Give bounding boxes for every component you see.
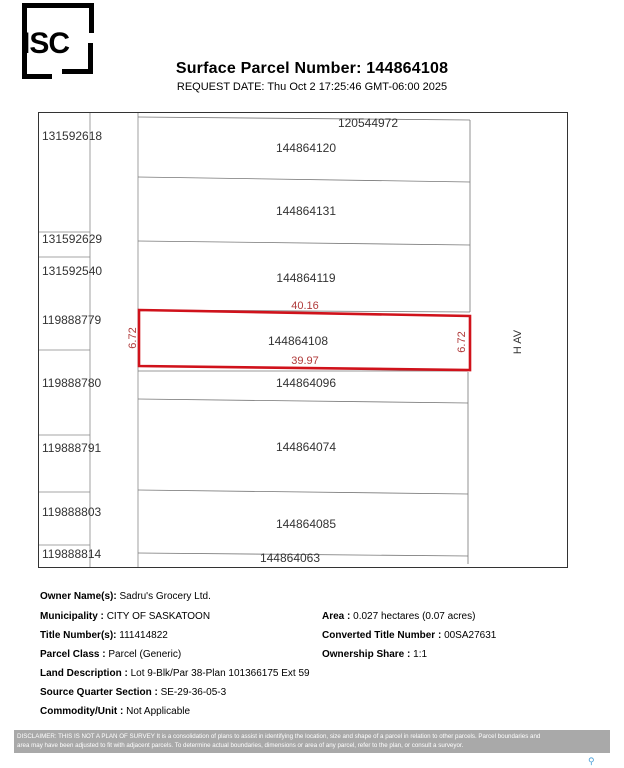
parcel-label: 144864131 (275, 204, 337, 218)
quarter-section-label: Source Quarter Section : (40, 687, 158, 698)
parcel-class-row (40, 649, 181, 660)
land-description-label: Land Description : (40, 668, 128, 679)
parcel-label: 120544972 (337, 116, 399, 130)
converted-title-row (322, 630, 496, 641)
commodity-value: Not Applicable (126, 706, 191, 717)
commodity-row (40, 706, 190, 717)
parcel-label: 144864063 (259, 551, 321, 565)
ownership-share-value: 1:1 (413, 649, 428, 660)
title-number-row (40, 630, 168, 641)
owner-label: Owner Name(s): (40, 591, 117, 602)
disclaimer-line: area may have been adjusted to fit with adjacent parcels. To determine actual boundaries, dimensions or area of any parcel, refer to the plan, or consult a surveyor. (17, 742, 464, 749)
municipality-value: CITY OF SASKATOON (106, 611, 211, 622)
ownership-share-row (322, 649, 427, 660)
municipality-label: Municipality : (40, 611, 104, 622)
parcel-map (38, 112, 568, 568)
parcel-map-svg (38, 112, 568, 568)
converted-title-label: Converted Title Number : (322, 630, 442, 641)
dimension-right: 6.72 (456, 331, 468, 353)
request-date: REQUEST DATE: Thu Oct 2 17:25:46 GMT-06:00 2025 (176, 81, 448, 93)
municipality-row (40, 611, 210, 622)
ownership-share-label: Ownership Share : (322, 649, 411, 660)
parcel-label: 144864119 (276, 271, 336, 285)
subject-parcel-label: 144864108 (267, 334, 329, 348)
location-pin-icon: ⚲ (588, 756, 595, 766)
disclaimer (14, 730, 610, 753)
area-row (322, 611, 475, 622)
converted-title-value: 00SA27631 (444, 630, 497, 641)
parcel-label: 144864085 (275, 517, 337, 531)
left-parcel-label: 131592540 (42, 264, 103, 278)
parcel-label: 144864120 (275, 141, 337, 155)
dimension-left: 6.72 (127, 327, 139, 349)
page-title: Surface Parcel Number: 144864108 (175, 60, 449, 77)
left-parcel-label: 119888803 (42, 505, 102, 519)
owner-row (40, 591, 211, 602)
parcel-class-label: Parcel Class : (40, 649, 106, 660)
left-parcel-label: 119888779 (42, 313, 102, 327)
disclaimer-line: DISCLAIMER: THIS IS NOT A PLAN OF SURVEY It is a consolidation of plans to assist in identifying the location, size and shape of a parcel in relation to other parcels. Parcel boundaries and (17, 733, 541, 740)
left-parcel-label: 119888791 (42, 441, 102, 455)
area-label: Area : (322, 611, 351, 622)
land-description-value: Lot 9-Blk/Par 38-Plan 101366175 Ext 59 (130, 668, 310, 679)
area-value: 0.027 hectares (0.07 acres) (353, 611, 476, 622)
dimension-bottom: 39.97 (291, 355, 319, 367)
logo-text: ISC (22, 27, 70, 60)
parcel-class-value: Parcel (Generic) (108, 649, 182, 660)
left-parcel-label: 131592629 (42, 232, 103, 246)
left-parcel-label: 131592618 (42, 129, 103, 143)
street-label: H AV (512, 329, 524, 355)
title-number-value: 111414822 (119, 630, 168, 641)
quarter-section-value: SE-29-36-05-3 (160, 687, 227, 698)
owner-value: Sadru's Grocery Ltd. (119, 591, 211, 602)
land-description-row (40, 668, 310, 679)
quarter-section-row (40, 687, 226, 698)
dimension-top: 40.16 (291, 300, 319, 312)
parcel-label: 144864096 (275, 376, 337, 390)
left-parcel-label: 119888814 (42, 547, 102, 561)
parcel-label: 144864074 (275, 440, 337, 454)
title-number-label: Title Number(s): (40, 630, 117, 641)
commodity-label: Commodity/Unit : (40, 706, 124, 717)
left-parcel-label: 119888780 (42, 376, 102, 390)
